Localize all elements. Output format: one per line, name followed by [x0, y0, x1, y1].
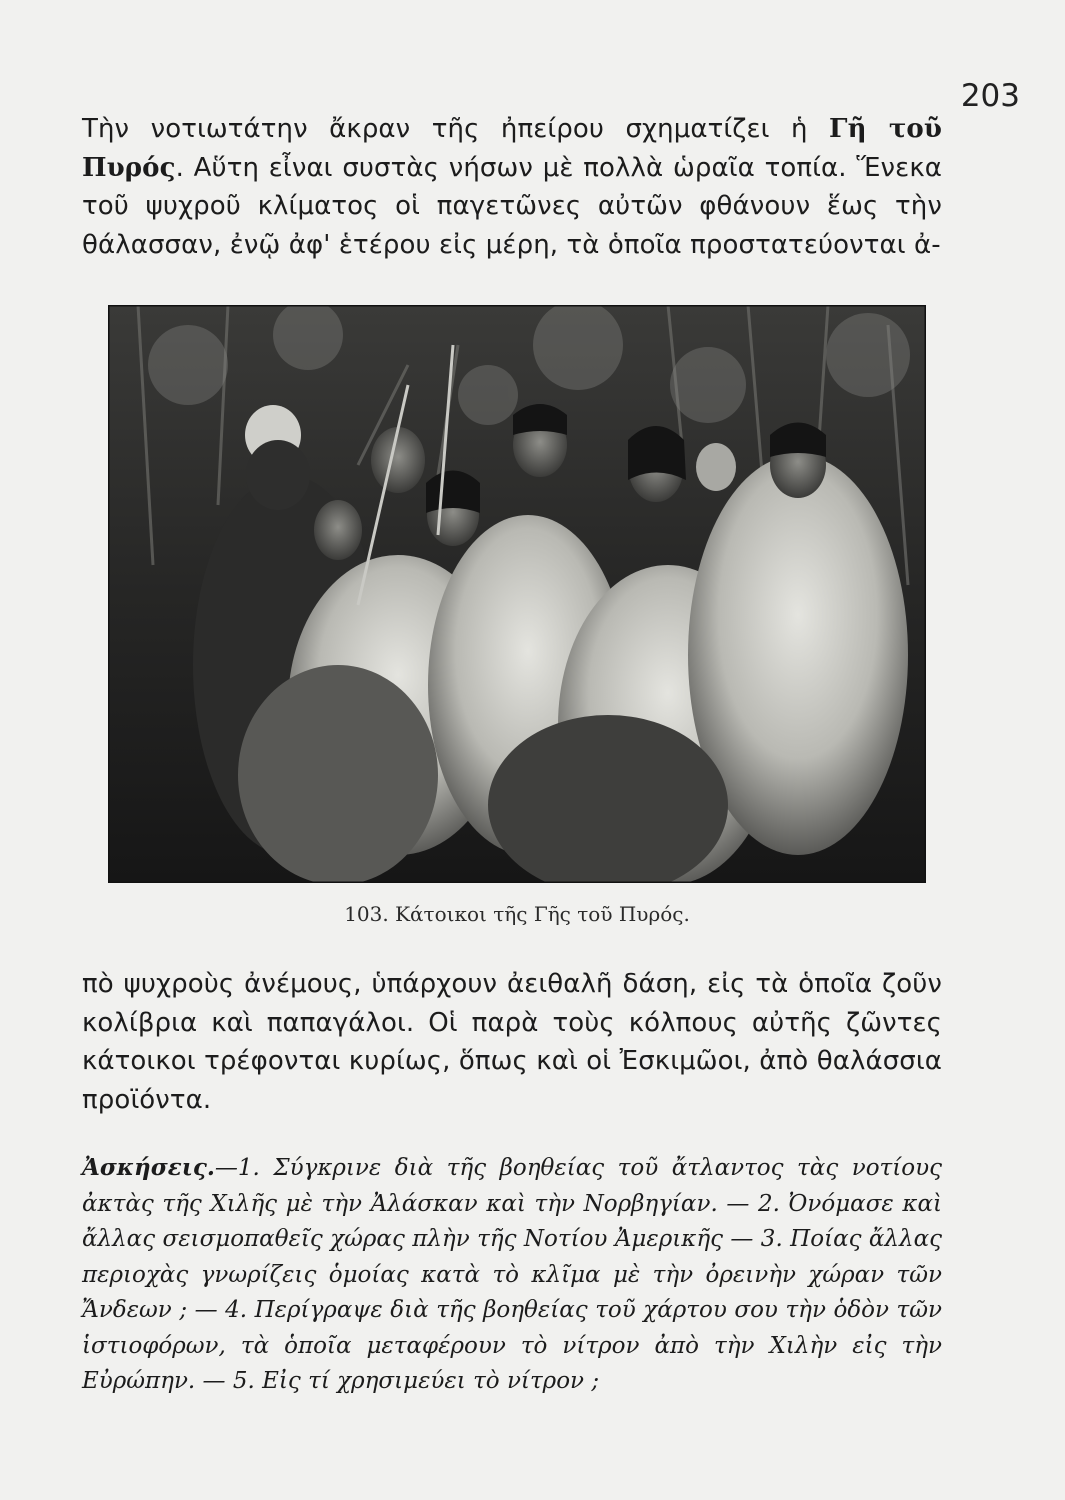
figure-photo [108, 305, 926, 883]
photo-illustration [108, 305, 926, 883]
figure-caption: 103. Κάτοικοι τῆς Γῆς τοῦ Πυρός. [344, 902, 690, 926]
paragraph-top [82, 110, 942, 264]
page-number: 203 [960, 78, 1020, 114]
exercises-label: Ἀσκήσεις. [82, 1154, 215, 1181]
paragraph-top-intro: Τὴν νοτιωτάτην ἄκραν τῆς ἠπείρου σχηματίζει ἡ [82, 114, 830, 144]
exercises [82, 1150, 942, 1400]
paragraph-top-rest: . Αὕτη εἶναι συστὰς νήσων μὲ πολλὰ ὡραῖα τοπία. Ἕνεκα τοῦ ψυχροῦ κλίματος οἱ παγετῶνες αὐτῶν φθάνουν ἕως τὴν θάλασσαν, ἐνῷ ἀφ' ἑτέρου εἰς μέρη, τὰ ὁποῖα προστατεύονται ἀ- [82, 152, 942, 260]
land-of-fire-term: Γῆ τοῦ Πυρός [82, 114, 942, 183]
paragraph-bottom: πὸ ψυχροὺς ἀνέμους, ὑπάρχουν ἀειθαλῆ δάση, εἰς τὰ ὁποῖα ζοῦν κολίβρια καὶ παπαγάλοι. Οἱ παρὰ τοὺς κόλπους αὐτῆς ζῶντες κάτοικοι τρέφονται κυρίως, ὅπως καὶ οἱ Ἐσκιμῶοι, ἀπὸ θαλάσσια προϊόντα. [82, 969, 942, 1115]
exercises-text: —1. Σύγκρινε διὰ τῆς βοηθείας τοῦ ἄτλαντος τὰς νοτίους ἀκτὰς τῆς Χιλῆς μὲ τὴν Ἀλάσκαν καὶ τὴν Νορβηγίαν. — 2. Ὀνόμασε καὶ ἄλλας σεισμοπαθεῖς χώρας πλὴν τῆς Νοτίου Ἀμερικῆς — 3. Ποίας ἄλλας περιοχὰς γνωρίζεις ὁμοίας κατὰ τὸ κλῖμα μὲ τὴν ὀρεινὴν χώραν τῶν Ἄνδεων ; — 4. Περίγραψε διὰ τῆς βοηθείας τοῦ χάρτου σου τὴν ὁδὸν τῶν ἱστιοφόρων, τὰ ὁποῖα μεταφέρουν τὸ νίτρον ἀπὸ τὴν Χιλὴν εἰς τὴν Εὐρώπην. — 5. Εἰς τί χρησιμεύει τὸ νίτρον ; [82, 1155, 942, 1394]
